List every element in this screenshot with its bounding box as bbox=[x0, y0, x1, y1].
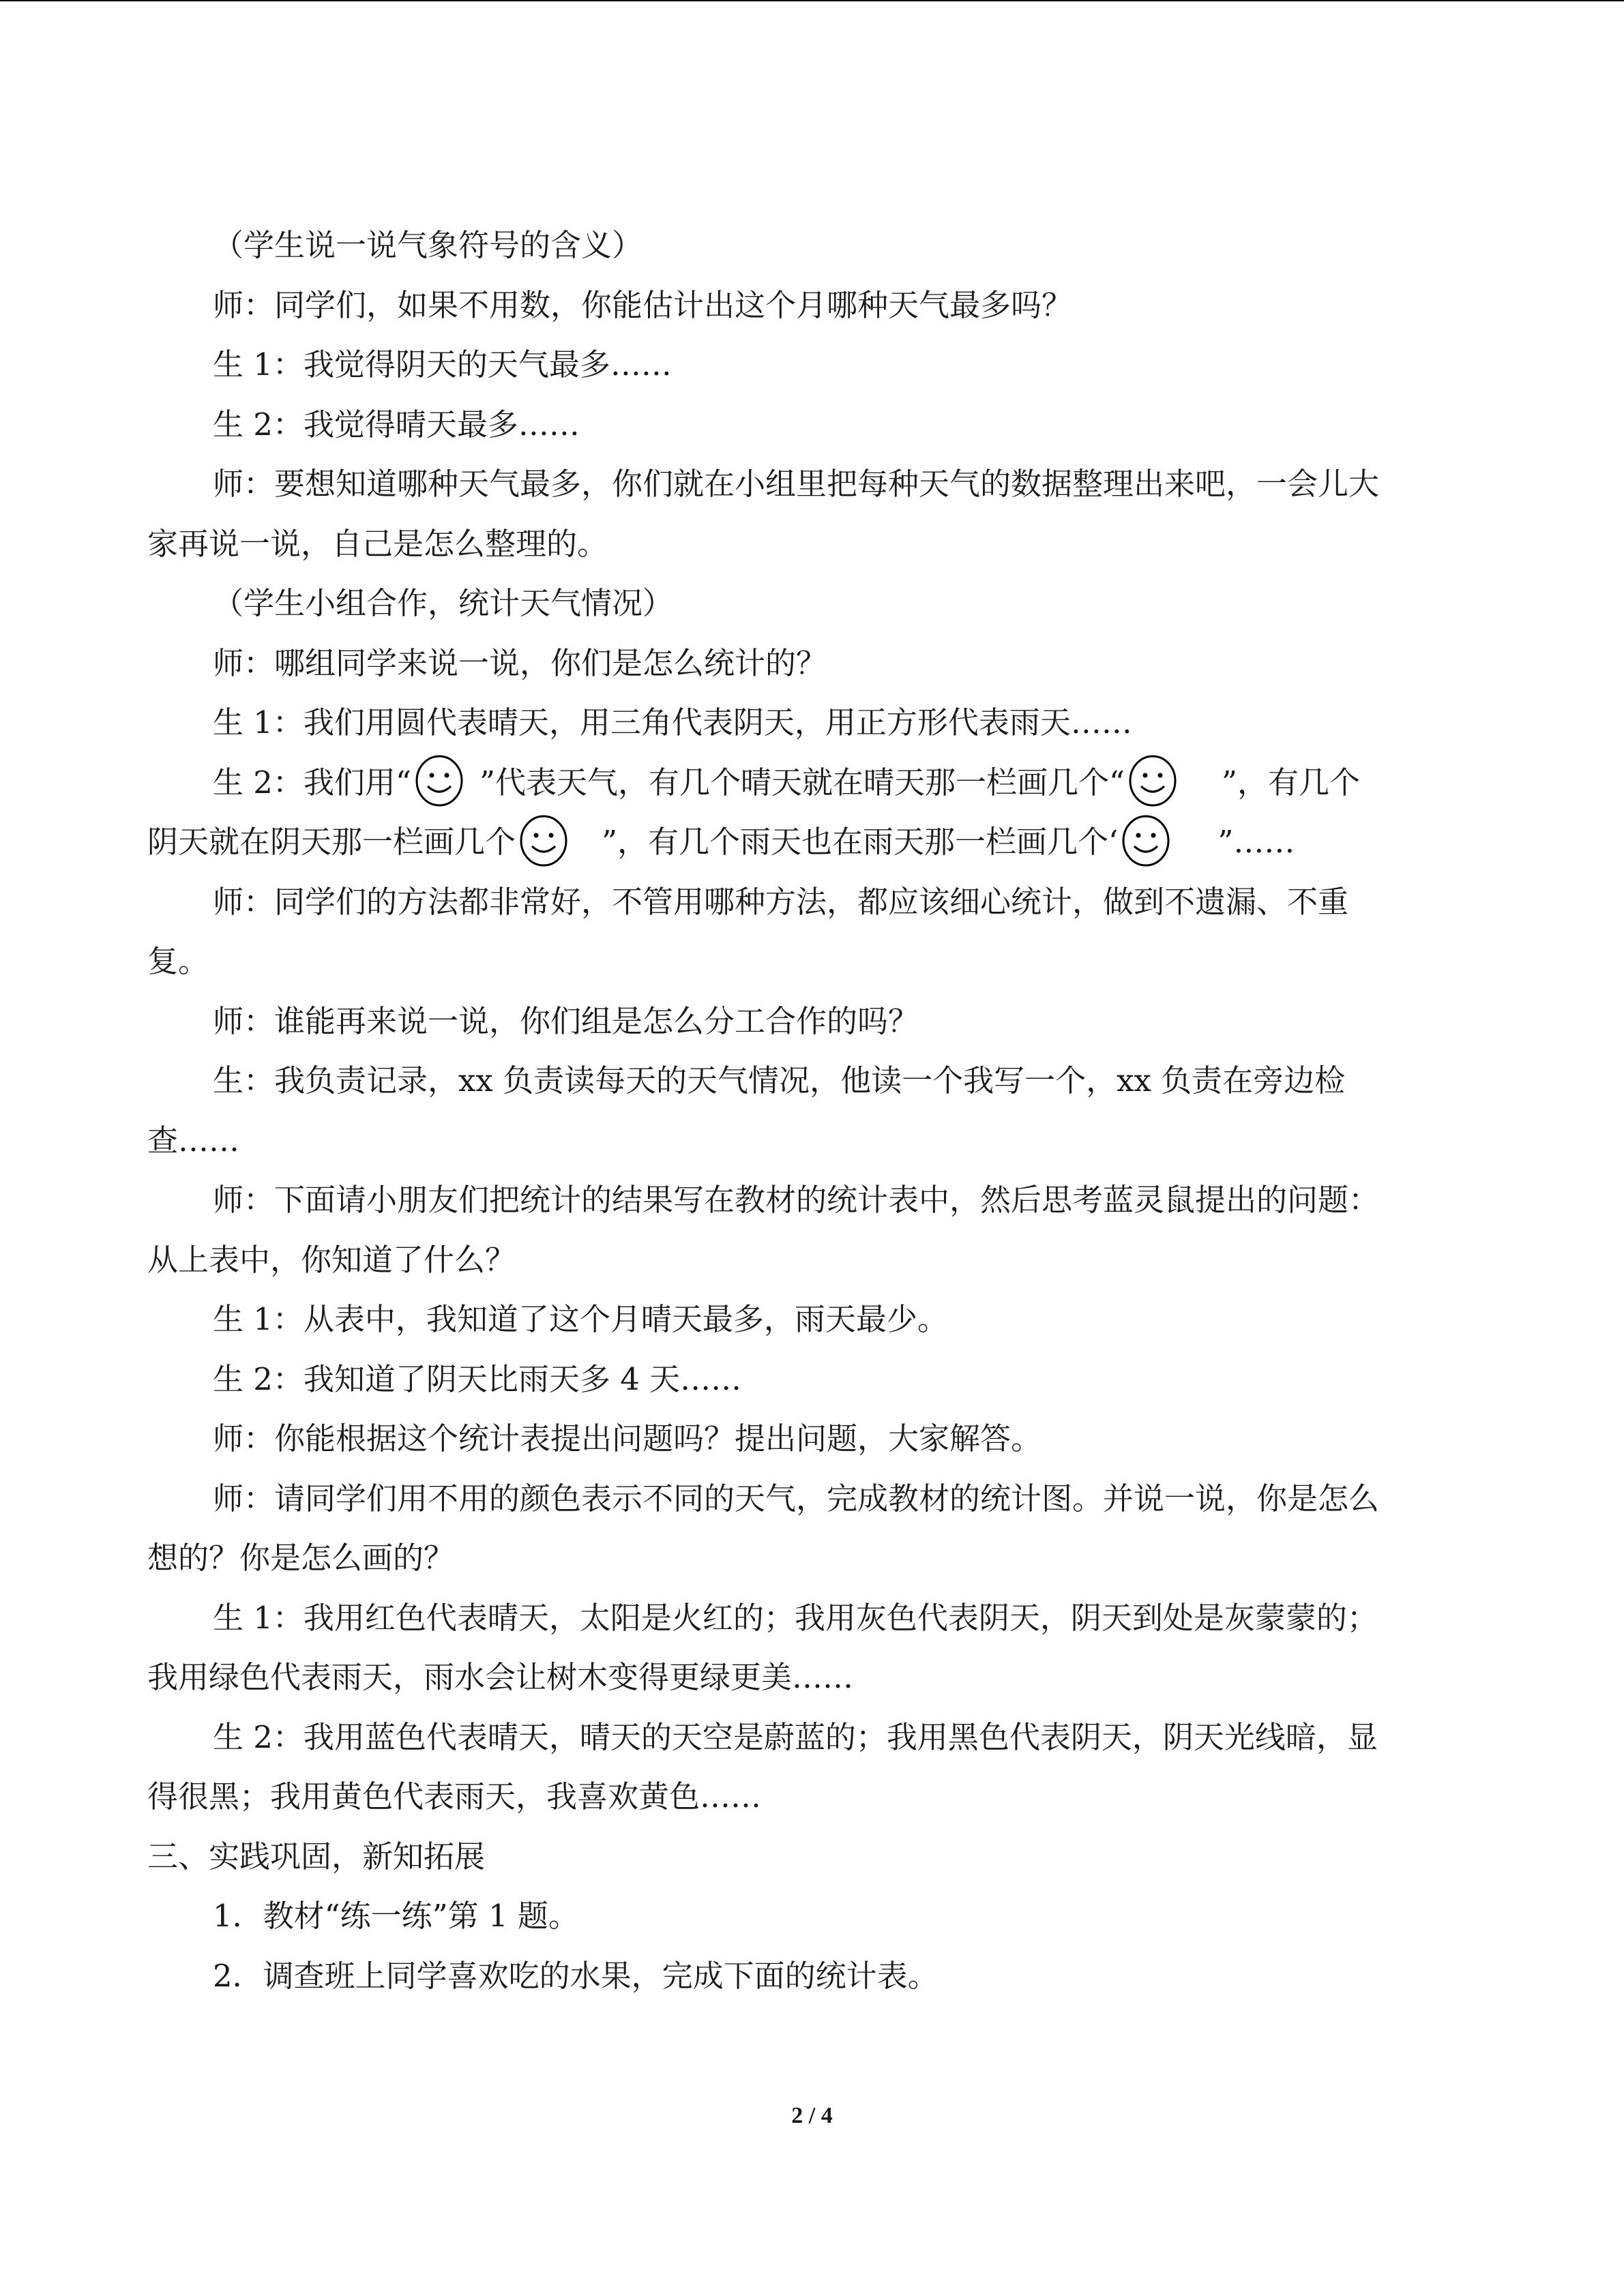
section-heading: 三、实践巩固，新知拓展 bbox=[147, 1838, 486, 1875]
paragraph-line: 生：我负责记录，xx 负责读每天的天气情况，他读一个我写一个，xx 负责在旁边检 bbox=[213, 1062, 1346, 1099]
paragraph-line: 生 1：我们用圆代表晴天，用三角代表阴天，用正方形代表雨天…… bbox=[213, 704, 1132, 741]
paragraph-line: 师：要想知道哪种天气最多，你们就在小组里把每种天气的数据整理出来吧，一会儿大 bbox=[213, 466, 1380, 502]
paragraph-line: 查…… bbox=[147, 1122, 240, 1159]
text-segment: 阴天就在阴天那一栏画几个 bbox=[147, 824, 516, 860]
paragraph-line: 师：谁能再来说一说，你们组是怎么分工合作的吗？ bbox=[213, 1002, 919, 1039]
paragraph-line: 想的？你是怎么画的？ bbox=[147, 1540, 455, 1576]
paragraph-line: 复。 bbox=[147, 943, 209, 979]
text-segment: 生 2：我们用“ bbox=[213, 764, 411, 801]
paragraph-line: 我用绿色代表雨天，雨水会让树木变得更绿更美…… bbox=[147, 1659, 854, 1695]
paragraph-line: 家再说一说，自己是怎么整理的。 bbox=[147, 525, 608, 562]
paragraph-line: 得很黑；我用黄色代表雨天，我喜欢黄色…… bbox=[147, 1778, 762, 1815]
page-number: 2 / 4 bbox=[791, 2103, 833, 2128]
text-segment: ”，有几个雨天也在雨天那一栏画几个‘ bbox=[602, 824, 1119, 860]
text-segment: ”代表天气，有几个晴天就在晴天那一栏画几个“ bbox=[479, 764, 1125, 801]
paragraph-line: 生 2：我知道了阴天比雨天多 4 天…… bbox=[213, 1360, 742, 1397]
smiley-face-icon bbox=[518, 814, 569, 868]
paragraph-line: 生 2：我觉得晴天最多…… bbox=[213, 406, 580, 443]
paragraph-line: （学生说一说气象符号的含义） bbox=[213, 227, 643, 263]
paragraph-line: （学生小组合作，统计天气情况） bbox=[213, 585, 674, 621]
paragraph-line: 师：下面请小朋友们把统计的结果写在教材的统计表中，然后思考蓝灵鼠提出的问题： bbox=[213, 1182, 1380, 1218]
list-item: 2．调查班上同学喜欢吃的水果，完成下面的统计表。 bbox=[213, 1957, 939, 1994]
list-item: 1．教材“练一练”第 1 题。 bbox=[213, 1898, 579, 1934]
smiley-paragraph-line-1 bbox=[147, 753, 1457, 813]
paragraph-line: 生 1：我觉得阴天的天气最多…… bbox=[213, 346, 672, 383]
paragraph-line: 从上表中，你知道了什么？ bbox=[147, 1241, 516, 1278]
paragraph-line: 师：你能根据这个统计表提出问题吗？提出问题，大家解答。 bbox=[213, 1420, 1042, 1457]
text-segment: ”…… bbox=[1217, 824, 1295, 860]
smiley-face-icon bbox=[414, 754, 464, 808]
document-body bbox=[147, 215, 1457, 2006]
paragraph-line: 师：同学们，如果不用数，你能估计出这个月哪种天气最多吗？ bbox=[213, 286, 1073, 323]
paragraph-line: 生 1：我用红色代表晴天，太阳是火红的；我用灰色代表阴天，阴天到处是灰蒙蒙的； bbox=[213, 1599, 1378, 1636]
paragraph-line: 生 2：我用蓝色代表晴天，晴天的天空是蔚蓝的；我用黑色代表阴天，阴天光线暗，显 bbox=[213, 1718, 1378, 1755]
smiley-face-icon bbox=[1121, 814, 1171, 868]
smiley-paragraph-line-2 bbox=[147, 812, 1457, 872]
paragraph-line: 生 1：从表中，我知道了这个月晴天最多，雨天最少。 bbox=[213, 1301, 948, 1337]
paragraph-line: 师：请同学们用不用的颜色表示不同的天气，完成教材的统计图。并说一说，你是怎么 bbox=[213, 1480, 1380, 1517]
paragraph-line: 师：哪组同学来说一说，你们是怎么统计的？ bbox=[213, 644, 827, 681]
top-border-line bbox=[0, 0, 1624, 1]
paragraph-line: 师：同学们的方法都非常好，不管用哪种方法，都应该细心统计，做到不遗漏、不重 bbox=[213, 883, 1349, 920]
smiley-face-icon bbox=[1127, 754, 1178, 808]
text-segment: ”，有几个 bbox=[1221, 764, 1360, 801]
